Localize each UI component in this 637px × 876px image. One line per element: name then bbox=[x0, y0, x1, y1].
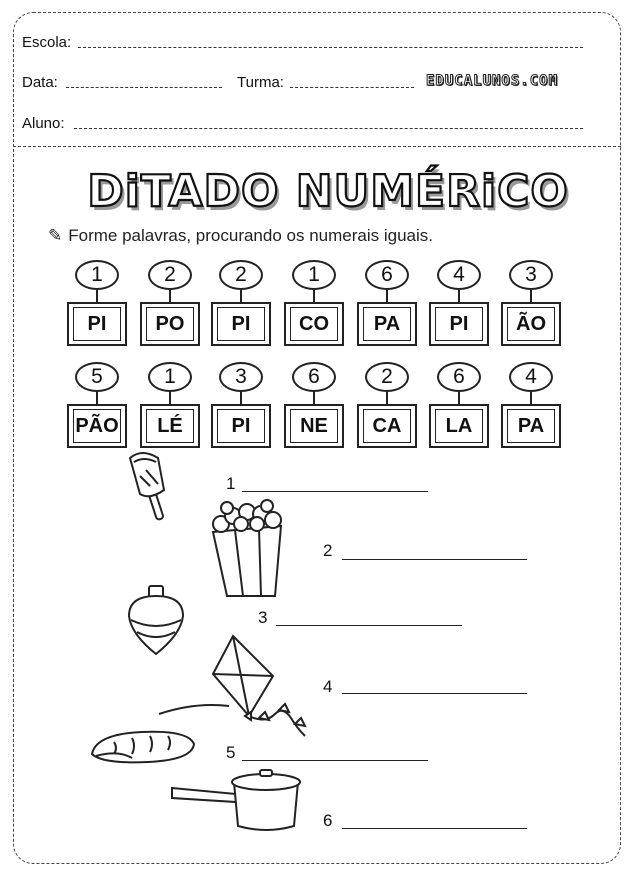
number-bubble: 6 bbox=[437, 362, 481, 392]
number-bubble: 4 bbox=[509, 362, 553, 392]
school-field[interactable] bbox=[78, 47, 583, 48]
syllable-box bbox=[211, 404, 271, 448]
syllable-box bbox=[211, 302, 271, 346]
syllable-row-2 bbox=[67, 362, 567, 462]
syllable-text: PA bbox=[363, 307, 411, 341]
answer-line-2[interactable] bbox=[342, 559, 527, 560]
syllable-box bbox=[140, 302, 200, 346]
number-bubble: 1 bbox=[292, 260, 336, 290]
syllable-text: PI bbox=[73, 307, 121, 341]
syllable-text: CO bbox=[290, 307, 338, 341]
syllable-row-1 bbox=[67, 260, 567, 360]
syllable-card bbox=[67, 260, 127, 360]
syllable-card bbox=[211, 260, 271, 360]
answer-line-5[interactable] bbox=[242, 760, 428, 761]
number-bubble: 5 bbox=[75, 362, 119, 392]
class-label: Turma: bbox=[237, 74, 284, 91]
syllable-box bbox=[357, 404, 417, 448]
answer-number: 3 bbox=[258, 608, 268, 627]
syllable-box bbox=[284, 404, 344, 448]
syllable-card bbox=[284, 260, 344, 360]
syllable-text: NE bbox=[290, 409, 338, 443]
number-bubble: 4 bbox=[437, 260, 481, 290]
syllable-text: PÃO bbox=[73, 409, 121, 443]
syllable-box bbox=[501, 302, 561, 346]
syllable-text: PI bbox=[217, 409, 265, 443]
syllable-box bbox=[429, 302, 489, 346]
syllable-text: LA bbox=[435, 409, 483, 443]
saucepan-icon bbox=[168, 768, 308, 838]
answer-number: 2 bbox=[323, 541, 333, 560]
syllable-card bbox=[501, 260, 561, 360]
student-field[interactable] bbox=[74, 128, 583, 129]
syllable-card bbox=[140, 362, 200, 462]
number-bubble: 1 bbox=[75, 260, 119, 290]
answer-line-1[interactable] bbox=[242, 491, 428, 492]
syllable-text: PA bbox=[507, 409, 555, 443]
number-bubble: 3 bbox=[509, 260, 553, 290]
bread-icon bbox=[88, 728, 198, 768]
number-bubble: 6 bbox=[365, 260, 409, 290]
popsicle-icon bbox=[120, 452, 180, 527]
number-bubble: 2 bbox=[219, 260, 263, 290]
number-bubble: 6 bbox=[292, 362, 336, 392]
syllable-card bbox=[67, 362, 127, 462]
syllable-card bbox=[140, 260, 200, 360]
number-bubble: 2 bbox=[365, 362, 409, 392]
header-divider bbox=[13, 146, 621, 147]
answer-number: 6 bbox=[323, 811, 333, 830]
syllable-text: PO bbox=[146, 307, 194, 341]
student-label: Aluno: bbox=[22, 115, 65, 132]
answer-line-4[interactable] bbox=[342, 693, 527, 694]
answer-number: 4 bbox=[323, 677, 333, 696]
popcorn-icon bbox=[205, 500, 295, 600]
syllable-text: LÉ bbox=[146, 409, 194, 443]
instruction-text: Forme palavras, procurando os numerais iguais. bbox=[68, 226, 433, 245]
syllable-box bbox=[501, 404, 561, 448]
class-field[interactable] bbox=[290, 87, 414, 88]
syllable-box bbox=[67, 302, 127, 346]
date-field[interactable] bbox=[66, 87, 222, 88]
brand-logo: EDUCALUNOS.COM bbox=[426, 73, 559, 89]
syllable-card bbox=[429, 362, 489, 462]
syllable-box bbox=[357, 302, 417, 346]
date-label: Data: bbox=[22, 74, 58, 91]
syllable-card bbox=[284, 362, 344, 462]
number-bubble: 2 bbox=[148, 260, 192, 290]
school-label: Escola: bbox=[22, 34, 72, 51]
answer-line-6[interactable] bbox=[342, 828, 527, 829]
syllable-card bbox=[357, 362, 417, 462]
page-title: DiTADO NUMÉRiCO bbox=[87, 166, 569, 217]
syllable-card bbox=[501, 362, 561, 462]
syllable-box bbox=[140, 404, 200, 448]
answer-number: 5 bbox=[226, 743, 236, 762]
pencil-icon: ✎ bbox=[48, 226, 63, 245]
answer-line-3[interactable] bbox=[276, 625, 462, 626]
syllable-text: CA bbox=[363, 409, 411, 443]
number-bubble: 3 bbox=[219, 362, 263, 392]
instruction bbox=[48, 226, 433, 246]
number-bubble: 1 bbox=[148, 362, 192, 392]
syllable-box bbox=[67, 404, 127, 448]
answer-number: 1 bbox=[226, 474, 236, 493]
syllable-box bbox=[429, 404, 489, 448]
syllable-card bbox=[429, 260, 489, 360]
syllable-card bbox=[357, 260, 417, 360]
syllable-card bbox=[211, 362, 271, 462]
syllable-text: ÃO bbox=[507, 307, 555, 341]
syllable-text: PI bbox=[435, 307, 483, 341]
syllable-text: PI bbox=[217, 307, 265, 341]
syllable-box bbox=[284, 302, 344, 346]
